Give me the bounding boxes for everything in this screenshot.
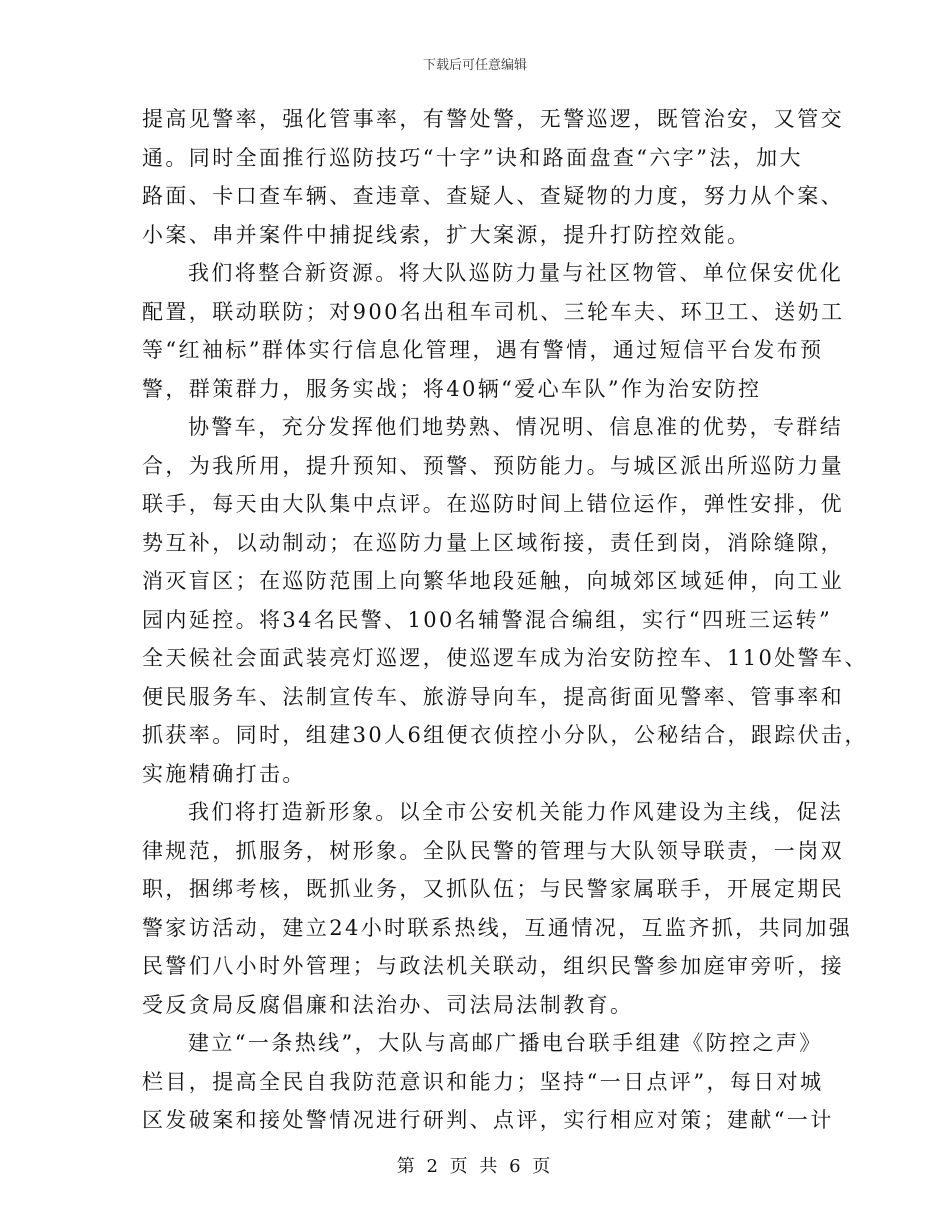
text-line: 提高见警率，强化管事率，有警处警，无警巡逻，既管治安，又管交 bbox=[142, 107, 844, 131]
text-line: 民警们八小时外管理；与政法机关联动，组织民警参加庭审旁听，接 bbox=[142, 954, 844, 978]
text-line: 小案、串并案件中捕捉线索，扩大案源，提升打防控效能。 bbox=[142, 222, 751, 247]
text-line: 合，为我所用，提升预知、预警、预防能力。与城区派出所巡防力量 bbox=[142, 453, 844, 478]
text-line: 消灭盲区；在巡防范围上向繁华地段延触，向城郊区域延伸，向工业 bbox=[142, 569, 844, 593]
text-line: 栏目，提高全民自我防范意识和能力；坚持“一日点评”，每日对城 bbox=[142, 1069, 824, 1094]
page-number: 第 2 页 共 6 页 bbox=[396, 1156, 554, 1177]
text-line: 园内延控。将34名民警、100名辅警混合编组，实行“四班三运转” bbox=[142, 607, 833, 632]
text-line: 我们将整合新资源。将大队巡防力量与社区物管、单位保安优化 bbox=[188, 261, 844, 285]
document-body bbox=[142, 100, 868, 1140]
text-line: 警，群策群力，服务实战；将40辆“爱心车队”作为治安防控 bbox=[142, 376, 762, 401]
text-line: 全天候社会面武装亮灯巡逻，使巡逻车成为治安防控车、110处警车、 bbox=[142, 646, 868, 670]
text-line: 抓获率。同时，组建30人6组便衣侦控小分队，公秘结合，跟踪伏击， bbox=[142, 723, 868, 747]
text-line: 协警车，充分发挥他们地势熟、情况明、信息准的优势，专群结 bbox=[188, 415, 844, 439]
text-line: 等“红袖标”群体实行信息化管理，遇有警情，通过短信平台发布预 bbox=[142, 338, 824, 362]
text-line: 区发破案和接处警情况进行研判、点评，实行相应对策；建献“一计 bbox=[142, 1108, 834, 1132]
text-line: 路面、卡口查车辆、查违章、查疑人、查疑物的力度，努力从个案、 bbox=[142, 184, 844, 208]
text-line: 实施精确打击。 bbox=[142, 761, 306, 786]
page-header: 下载后可任意编辑 bbox=[422, 58, 527, 73]
text-line: 律规范，抓服务，树形象。全队民警的管理与大队领导联责，一岗双 bbox=[142, 838, 844, 863]
text-line: 配置，联动联防；对900名出租车司机、三轮车夫、环卫工、送奶工 bbox=[142, 299, 845, 324]
text-line: 警家访活动，建立24小时联系热线，互通情况，互监齐抓，共同加强 bbox=[142, 915, 853, 940]
text-line: 势互补，以动制动；在巡防力量上区域衔接，责任到岗，消除缝隙， bbox=[142, 530, 844, 555]
text-line: 联手，每天由大队集中点评。在巡防时间上错位运作，弹性安排，优 bbox=[142, 492, 844, 516]
text-line: 受反贪局反腐倡廉和法治办、司法局法制教育。 bbox=[142, 992, 634, 1017]
text-line: 我们将打造新形象。以全市公安机关能力作风建设为主线，促法 bbox=[188, 800, 844, 824]
text-line: 建立“一条热线”，大队与高邮广播电台联手组建《防控之声》 bbox=[188, 1031, 823, 1055]
text-line: 便民服务车、法制宣传车、旅游导向车，提高街面见警率、管事率和 bbox=[142, 684, 844, 709]
text-line: 通。同时全面推行巡防技巧“十字”诀和路面盘查“六字”法，加大 bbox=[142, 145, 803, 170]
text-line: 职，捆绑考核，既抓业务，又抓队伍；与民警家属联手，开展定期民 bbox=[142, 877, 844, 901]
